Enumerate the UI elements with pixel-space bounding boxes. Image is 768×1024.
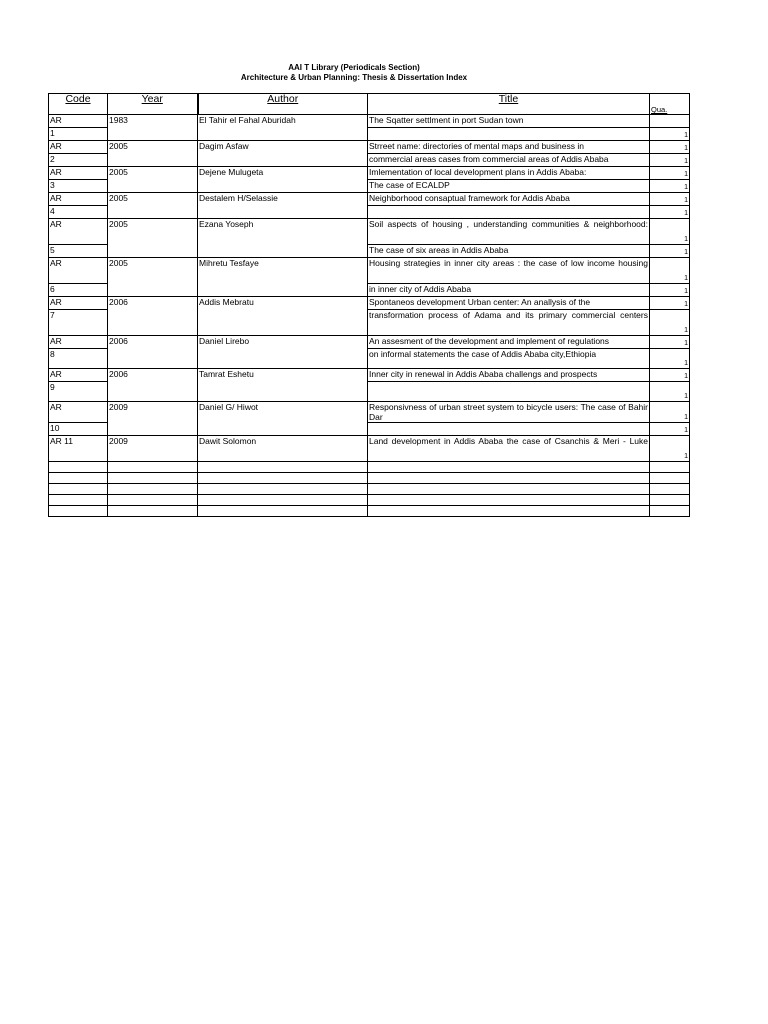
index-title: Architecture & Urban Planning: Thesis & Dissertation Index bbox=[240, 73, 468, 82]
record-title-cont bbox=[368, 206, 650, 219]
record-title-cont bbox=[368, 382, 650, 402]
record-year: 1983 bbox=[108, 115, 198, 141]
record-qty bbox=[650, 115, 690, 128]
record-code: AR bbox=[49, 336, 108, 349]
empty-cell bbox=[108, 506, 198, 517]
record-qty: 1 bbox=[650, 141, 690, 154]
empty-row bbox=[49, 495, 690, 506]
index-sheet bbox=[48, 93, 690, 517]
record-title: Neighborhood consaptual framework for Addis Ababa bbox=[368, 193, 650, 206]
library-title: AAI T Library (Periodicals Section) bbox=[288, 63, 420, 72]
record-title: Imlementation of local development plans in Addis Ababa: bbox=[368, 167, 650, 180]
record-year: 2006 bbox=[108, 297, 198, 336]
record-title: An assesment of the development and implement of regulations bbox=[368, 336, 650, 349]
record-code: AR bbox=[49, 369, 108, 382]
empty-cell bbox=[368, 484, 650, 495]
record-year: 2005 bbox=[108, 167, 198, 193]
empty-cell bbox=[650, 473, 690, 484]
record-qty: 1 bbox=[650, 245, 690, 258]
empty-cell bbox=[650, 462, 690, 473]
empty-row bbox=[49, 506, 690, 517]
record-author: Dawit Solomon bbox=[198, 436, 368, 462]
record-author: Addis Mebratu bbox=[198, 297, 368, 336]
record-author: El Tahir el Fahal Aburidah bbox=[198, 115, 368, 141]
table-row bbox=[49, 193, 690, 206]
record-year: 2006 bbox=[108, 336, 198, 369]
empty-cell bbox=[368, 495, 650, 506]
empty-cell bbox=[650, 495, 690, 506]
record-qty: 1 bbox=[650, 423, 690, 436]
empty-cell bbox=[49, 473, 108, 484]
record-author: Destalem H/Selassie bbox=[198, 193, 368, 219]
record-number: 9 bbox=[49, 382, 108, 402]
record-qty: 1 bbox=[650, 310, 690, 336]
record-qty: 1 bbox=[650, 128, 690, 141]
record-qty: 1 bbox=[650, 193, 690, 206]
record-number: 4 bbox=[49, 206, 108, 219]
record-author: Dejene Mulugeta bbox=[198, 167, 368, 193]
empty-cell bbox=[650, 484, 690, 495]
record-number: 1 bbox=[49, 128, 108, 141]
table-row bbox=[49, 115, 690, 128]
record-code: AR bbox=[49, 258, 108, 284]
document-header bbox=[0, 63, 708, 83]
record-code: AR 11 bbox=[49, 436, 108, 462]
empty-cell bbox=[108, 495, 198, 506]
record-qty: 1 bbox=[650, 258, 690, 284]
record-qty: 1 bbox=[650, 219, 690, 245]
column-header-author: Author bbox=[198, 94, 368, 115]
table-row bbox=[49, 369, 690, 382]
table-row bbox=[49, 141, 690, 154]
record-title-cont: in inner city of Addis Ababa bbox=[368, 284, 650, 297]
record-number: 7 bbox=[49, 310, 108, 336]
empty-cell bbox=[49, 495, 108, 506]
record-qty: 1 bbox=[650, 436, 690, 462]
table-row bbox=[49, 297, 690, 310]
record-code: AR bbox=[49, 141, 108, 154]
record-year: 2005 bbox=[108, 258, 198, 297]
record-year: 2009 bbox=[108, 436, 198, 462]
record-author: Daniel Lirebo bbox=[198, 336, 368, 369]
record-title: Land development in Addis Ababa the case of Csanchis & Meri - Luke bbox=[368, 436, 650, 462]
record-code: AR bbox=[49, 167, 108, 180]
record-number: 8 bbox=[49, 349, 108, 369]
table-row bbox=[49, 219, 690, 245]
record-title: Spontaneos development Urban center: An anallysis of the bbox=[368, 297, 650, 310]
empty-cell bbox=[49, 506, 108, 517]
record-author: Tamrat Eshetu bbox=[198, 369, 368, 402]
record-qty: 1 bbox=[650, 284, 690, 297]
record-year: 2005 bbox=[108, 193, 198, 219]
record-title: Strreet name: directories of mental maps and business in bbox=[368, 141, 650, 154]
empty-cell bbox=[49, 462, 108, 473]
column-header-title: Title bbox=[368, 94, 650, 115]
empty-row bbox=[49, 473, 690, 484]
table-header-row bbox=[49, 94, 690, 115]
record-title: Inner city in renewal in Addis Ababa challengs and prospects bbox=[368, 369, 650, 382]
empty-cell bbox=[198, 462, 368, 473]
table-row bbox=[49, 402, 690, 423]
record-qty: 1 bbox=[650, 402, 690, 423]
record-author: Daniel G/ Hiwot bbox=[198, 402, 368, 436]
empty-cell bbox=[368, 473, 650, 484]
column-header-code: Code bbox=[49, 94, 108, 115]
record-title: Soil aspects of housing , understanding communities & neighborhood: bbox=[368, 219, 650, 245]
empty-cell bbox=[198, 495, 368, 506]
empty-cell bbox=[198, 473, 368, 484]
record-title: The Sqatter settlment in port Sudan town bbox=[368, 115, 650, 128]
record-qty: 1 bbox=[650, 167, 690, 180]
empty-cell bbox=[650, 506, 690, 517]
record-number: 2 bbox=[49, 154, 108, 167]
record-qty: 1 bbox=[650, 297, 690, 310]
record-title-cont: commercial areas cases from commercial areas of Addis Ababa bbox=[368, 154, 650, 167]
record-title-cont bbox=[368, 423, 650, 436]
record-qty: 1 bbox=[650, 154, 690, 167]
table-row bbox=[49, 336, 690, 349]
empty-cell bbox=[198, 506, 368, 517]
record-title: Responsivness of urban street system to bicycle users: The case of Bahir Dar bbox=[369, 402, 648, 422]
record-title-cont: The case of six areas in Addis Ababa bbox=[368, 245, 650, 258]
empty-cell bbox=[368, 462, 650, 473]
record-author: Mihretu Tesfaye bbox=[198, 258, 368, 297]
record-title-cont: The case of ECALDP bbox=[368, 180, 650, 193]
record-qty: 1 bbox=[650, 369, 690, 382]
empty-cell bbox=[108, 473, 198, 484]
table-row bbox=[49, 436, 690, 462]
record-code: AR bbox=[49, 193, 108, 206]
thesis-index-table bbox=[48, 93, 690, 517]
record-code: AR bbox=[49, 115, 108, 128]
record-qty: 1 bbox=[650, 382, 690, 402]
record-title-cont: on informal statements the case of Addis Ababa city,Ethiopia bbox=[368, 349, 650, 369]
record-year: 2006 bbox=[108, 369, 198, 402]
record-author: Ezana Yoseph bbox=[198, 219, 368, 258]
record-qty: 1 bbox=[650, 180, 690, 193]
record-title: Housing strategies in inner city areas : the case of low income housing bbox=[368, 258, 650, 284]
empty-cell bbox=[108, 484, 198, 495]
record-number: 3 bbox=[49, 180, 108, 193]
table-body bbox=[49, 115, 690, 517]
record-qty: 1 bbox=[650, 349, 690, 369]
record-code: AR bbox=[49, 297, 108, 310]
record-author: Dagim Asfaw bbox=[198, 141, 368, 167]
empty-cell bbox=[368, 506, 650, 517]
record-code: AR bbox=[49, 402, 108, 423]
table-row bbox=[49, 258, 690, 284]
record-qty: 1 bbox=[650, 336, 690, 349]
record-year: 2005 bbox=[108, 141, 198, 167]
record-code: AR bbox=[49, 219, 108, 245]
record-number: 10 bbox=[49, 423, 108, 436]
table-row bbox=[49, 167, 690, 180]
column-header-year: Year bbox=[108, 94, 198, 115]
record-number: 5 bbox=[49, 245, 108, 258]
record-title-cont: transformation process of Adama and its primary commercial centers bbox=[368, 310, 650, 336]
record-qty: 1 bbox=[650, 206, 690, 219]
empty-row bbox=[49, 484, 690, 495]
empty-cell bbox=[49, 484, 108, 495]
empty-cell bbox=[198, 484, 368, 495]
empty-cell bbox=[108, 462, 198, 473]
empty-row bbox=[49, 462, 690, 473]
record-number: 6 bbox=[49, 284, 108, 297]
column-header-qty: Qua. bbox=[650, 94, 690, 115]
record-year: 2005 bbox=[108, 219, 198, 258]
record-year: 2009 bbox=[108, 402, 198, 436]
record-title-cont bbox=[368, 128, 650, 141]
